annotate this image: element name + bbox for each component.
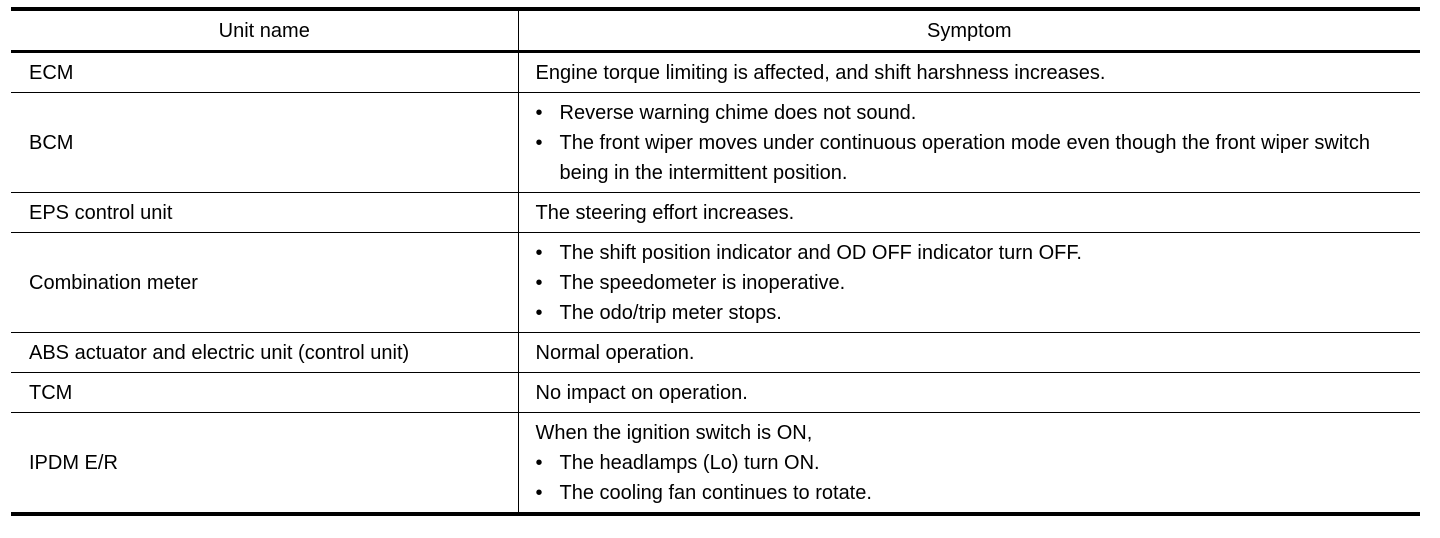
symptom-content: [536, 233, 1413, 332]
bullet-icon: •: [535, 482, 543, 504]
unit-name-cell: ECM: [11, 52, 518, 93]
symptom-cell: [518, 193, 1420, 233]
bullet-icon: •: [535, 102, 543, 124]
symptom-bullet-item: [536, 98, 1413, 128]
unit-name-cell: EPS control unit: [11, 193, 518, 233]
symptom-bullet-item: [536, 448, 1413, 478]
symptom-bullet-list: [536, 448, 1413, 508]
symptom-bullet-text: The cooling fan continues to rotate.: [559, 482, 872, 504]
symptom-bullet-text: Reverse warning chime does not sound.: [559, 102, 917, 124]
column-header-unit-name: Unit name: [11, 9, 518, 52]
bullet-icon: •: [535, 272, 543, 294]
symptom-cell: [518, 413, 1420, 515]
symptom-bullet-text: The odo/trip meter stops.: [559, 302, 782, 324]
unit-name-cell: IPDM E/R: [11, 413, 518, 515]
symptom-cell: [518, 93, 1420, 193]
symptom-cell: [518, 373, 1420, 413]
symptom-content: [536, 373, 1413, 412]
unit-name-cell: BCM: [11, 93, 518, 193]
symptom-table: [11, 7, 1420, 516]
symptom-bullet-text: The headlamps (Lo) turn ON.: [559, 452, 820, 474]
symptom-bullet-list: [536, 98, 1413, 188]
bullet-icon: •: [535, 302, 543, 324]
symptom-text: Normal operation.: [535, 342, 695, 364]
symptom-bullet-list: [536, 238, 1413, 328]
column-header-symptom: Symptom: [518, 9, 1420, 52]
symptom-bullet-text: The shift position indicator and OD OFF indicator turn OFF.: [559, 242, 1082, 264]
unit-name-cell: TCM: [11, 373, 518, 413]
table-row: [11, 333, 1420, 373]
table-row: [11, 52, 1420, 93]
symptom-bullet-item: [536, 238, 1413, 268]
symptom-content: [536, 193, 1413, 232]
symptom-bullet-item: [536, 268, 1413, 298]
bullet-icon: •: [535, 242, 543, 264]
symptom-text: Engine torque limiting is affected, and shift harshness increases.: [535, 62, 1106, 84]
unit-name-cell: ABS actuator and electric unit (control unit): [11, 333, 518, 373]
table-row: [11, 413, 1420, 515]
symptom-text: The steering effort increases.: [535, 202, 795, 224]
symptom-cell: [518, 233, 1420, 333]
symptom-bullet-item: [536, 128, 1413, 188]
symptom-content: [536, 93, 1413, 192]
table-body: [11, 52, 1420, 515]
symptom-bullet-text: The front wiper moves under continuous operation mode even though the front wiper switch being in the intermittent position.: [559, 132, 1370, 184]
symptom-content: [536, 53, 1413, 92]
header-row: [11, 9, 1420, 52]
symptom-cell: [518, 333, 1420, 373]
bullet-icon: •: [535, 132, 543, 154]
symptom-text: When the ignition switch is ON,: [535, 422, 813, 444]
symptom-bullet-item: [536, 478, 1413, 508]
symptom-text: No impact on operation.: [535, 382, 748, 404]
table-row: [11, 93, 1420, 193]
symptom-content: [536, 333, 1413, 372]
table-row: [11, 233, 1420, 333]
bullet-icon: •: [535, 452, 543, 474]
table-row: [11, 373, 1420, 413]
symptom-bullet-item: [536, 298, 1413, 328]
symptom-cell: [518, 52, 1420, 93]
table-row: [11, 193, 1420, 233]
unit-name-cell: Combination meter: [11, 233, 518, 333]
symptom-content: [536, 413, 1413, 512]
symptom-bullet-text: The speedometer is inoperative.: [559, 272, 846, 294]
